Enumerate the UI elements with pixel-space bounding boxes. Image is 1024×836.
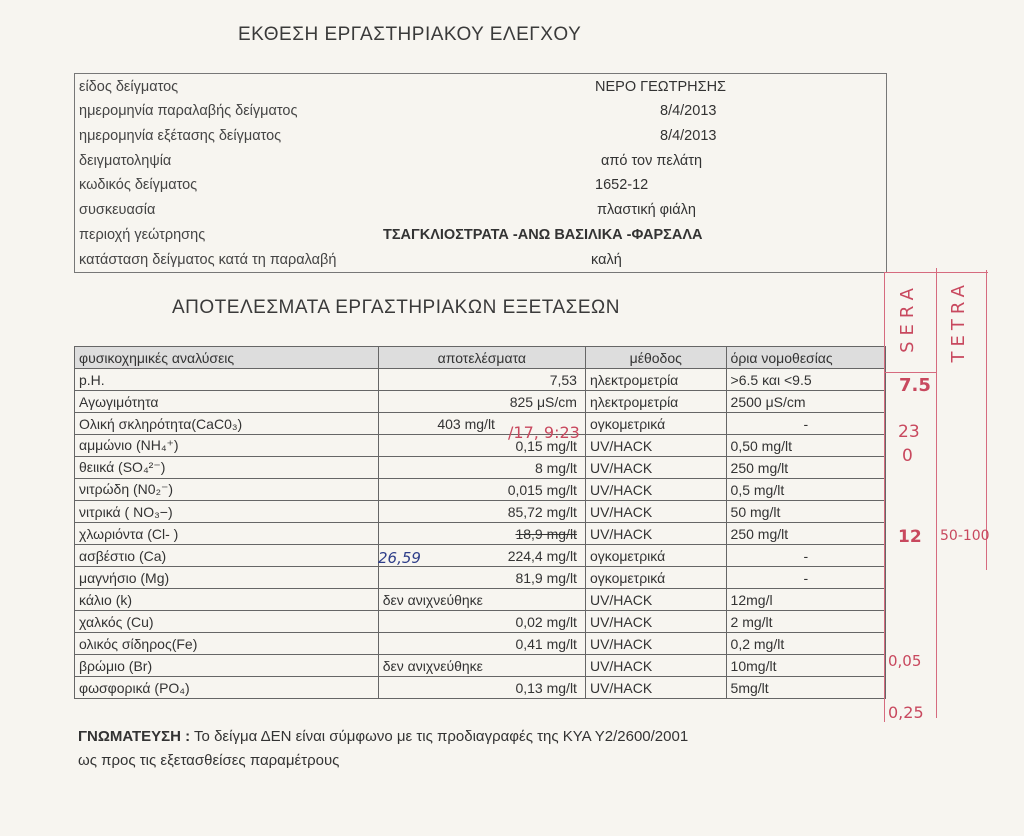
header-result: αποτελέσματα	[378, 347, 585, 369]
param-cell: ασβέστιο (Ca)	[75, 545, 379, 567]
limit-cell: 0,2 mg/lt	[726, 633, 885, 655]
results-table	[74, 346, 886, 699]
param-cell: Αγωγιμότητα	[75, 391, 379, 413]
limit-cell: -	[726, 413, 885, 435]
method-cell: UV/HACK	[585, 501, 726, 523]
param-cell: p.H.	[75, 369, 379, 391]
result-cell: 0,02 mg/lt	[378, 611, 585, 633]
limit-cell: 12mg/l	[726, 589, 885, 611]
header-parameter: φυσικοχημικές αναλύσεις	[75, 347, 379, 369]
table-row	[75, 391, 886, 413]
conclusion-label: ΓΝΩΜΑΤΕΥΣΗ :	[78, 728, 191, 745]
limit-cell: >6.5 και <9.5	[726, 369, 885, 391]
hand-header-sera: SERA	[897, 282, 918, 353]
limit-cell: 50 mg/lt	[726, 501, 885, 523]
result-cell: 81,9 mg/lt	[378, 567, 585, 589]
param-cell: χαλκός (Cu)	[75, 611, 379, 633]
info-label: συσκευασία	[79, 202, 156, 218]
info-value: από τον πελάτη	[601, 153, 703, 169]
param-cell: χλωριόντα (Cl- )	[75, 523, 379, 545]
info-value: 1652-12	[595, 177, 649, 193]
info-label: κωδικός δείγματος	[79, 177, 198, 193]
result-cell: 7,53	[378, 369, 585, 391]
method-cell: UV/HACK	[585, 633, 726, 655]
info-row	[75, 224, 886, 248]
param-cell: φωσφορικά (PO₄)	[75, 677, 379, 699]
info-row	[75, 249, 886, 273]
table-header-row	[75, 347, 886, 369]
limit-cell: 5mg/lt	[726, 677, 885, 699]
table-row	[75, 633, 886, 655]
info-row	[75, 100, 886, 124]
limit-cell: 0,50 mg/lt	[726, 435, 885, 457]
table-row	[75, 567, 886, 589]
table-row	[75, 677, 886, 699]
info-value: ΝΕΡΟ ΓΕΩΤΡΗΣΗΣ	[595, 79, 727, 95]
limit-cell: 0,5 mg/lt	[726, 479, 885, 501]
result-cell: 825 μS/cm	[378, 391, 585, 413]
method-cell: UV/HACK	[585, 435, 726, 457]
limit-cell: -	[726, 545, 885, 567]
hand-line-left	[884, 272, 885, 722]
struck-value: 18,9 mg/lt	[515, 525, 577, 542]
result-cell: 403 mg/lt	[378, 413, 585, 435]
limit-cell: 2500 μS/cm	[726, 391, 885, 413]
hand-phosphate: 0,25	[888, 703, 924, 722]
info-value: ΤΣΑΓΚΛΙΟΣΤΡΑΤΑ -ΑΝΩ ΒΑΣΙΛΙΚΑ -ΦΑΡΣΑΛΑ	[383, 227, 703, 243]
table-row	[75, 611, 886, 633]
method-cell: UV/HACK	[585, 611, 726, 633]
param-cell: θειικά (SO₄²⁻)	[75, 457, 379, 479]
hand-line-mid	[936, 268, 937, 718]
result-cell: 0,015 mg/lt	[378, 479, 585, 501]
result-cell: 224,4 mg/lt	[378, 545, 585, 567]
report-title: ΕΚΘΕΣΗ ΕΡΓΑΣΤΗΡΙΑΚΟΥ ΕΛΕΓΧΟΥ	[238, 24, 582, 45]
conclusion	[78, 728, 688, 745]
method-cell: ογκομετρικά	[585, 567, 726, 589]
method-cell: UV/HACK	[585, 457, 726, 479]
result-cell: 0,41 mg/lt	[378, 633, 585, 655]
results-title: ΑΠΟΤΕΛΕΣΜΑΤΑ ΕΡΓΑΣΤΗΡΙΑΚΩΝ ΕΞΕΤΑΣΕΩΝ	[172, 297, 620, 318]
hand-hardness-note: /17, 9:23	[508, 423, 580, 442]
param-cell: μαγνήσιο (Mg)	[75, 567, 379, 589]
info-label: δειγματοληψία	[79, 153, 172, 169]
info-label: είδος δείγματος	[79, 79, 179, 95]
info-label: κατάσταση δείγματος κατά τη παραλαβή	[79, 252, 337, 268]
limit-cell: 10mg/lt	[726, 655, 885, 677]
result-cell: 85,72 mg/lt	[378, 501, 585, 523]
header-method: μέθοδος	[585, 347, 726, 369]
hand-line-row	[884, 372, 936, 373]
info-value: πλαστική φιάλη	[597, 202, 696, 218]
hand-line-right	[986, 270, 987, 570]
result-cell: 8 mg/lt	[378, 457, 585, 479]
info-label: περιοχή γεώτρησης	[79, 227, 206, 243]
hand-line-top	[884, 272, 988, 273]
result-cell: δεν ανιχνεύθηκε	[378, 589, 585, 611]
limit-cell: -	[726, 567, 885, 589]
param-cell: νιτρικά ( NO₃−)	[75, 501, 379, 523]
result-cell: δεν ανιχνεύθηκε	[378, 655, 585, 677]
table-row	[75, 655, 886, 677]
table-row	[75, 435, 886, 457]
hand-header-tetra: TETRA	[948, 280, 969, 363]
method-cell: ογκομετρικά	[585, 413, 726, 435]
info-row	[75, 174, 886, 198]
hand-ammonium: 0	[902, 446, 913, 466]
table-row	[75, 523, 886, 545]
table-row	[75, 589, 886, 611]
hand-hardness: 23	[898, 422, 920, 442]
limit-cell: 250 mg/lt	[726, 457, 885, 479]
method-cell: ογκομετρικά	[585, 545, 726, 567]
hand-chloride-note: 26,59	[378, 549, 421, 567]
info-row	[75, 199, 886, 223]
method-cell: ηλεκτρομετρία	[585, 391, 726, 413]
table-row	[75, 545, 886, 567]
result-cell	[378, 523, 585, 545]
conclusion-line2: ως προς τις εξετασθείσες παραμέτρους	[78, 752, 340, 769]
method-cell: UV/HACK	[585, 589, 726, 611]
info-value: 8/4/2013	[660, 103, 717, 119]
method-cell: ηλεκτρομετρία	[585, 369, 726, 391]
method-cell: UV/HACK	[585, 523, 726, 545]
hand-nitrate-tetra: 50-100	[940, 528, 990, 544]
method-cell: UV/HACK	[585, 479, 726, 501]
info-row	[75, 76, 886, 100]
info-label: ημερομηνία παραλαβής δείγματος	[79, 103, 298, 119]
limit-cell: 2 mg/lt	[726, 611, 885, 633]
method-cell: UV/HACK	[585, 677, 726, 699]
info-value: 8/4/2013	[660, 128, 717, 144]
hand-iron: 0,05	[888, 652, 922, 670]
param-cell: αμμώνιο (NH₄⁺)	[75, 435, 379, 457]
info-row	[75, 150, 886, 174]
hand-ph: 7.5	[899, 375, 931, 396]
table-row	[75, 369, 886, 391]
limit-cell: 250 mg/lt	[726, 523, 885, 545]
info-value: καλή	[591, 252, 622, 268]
table-row	[75, 457, 886, 479]
header-limit: όρια νομοθεσίας	[726, 347, 885, 369]
hand-nitrate: 12	[898, 527, 922, 547]
table-row	[75, 501, 886, 523]
param-cell: νιτρώδη (N0₂⁻)	[75, 479, 379, 501]
table-row	[75, 479, 886, 501]
param-cell: ολικός σίδηρος(Fe)	[75, 633, 379, 655]
table-row	[75, 413, 886, 435]
sample-info-box	[74, 73, 887, 273]
info-row	[75, 125, 886, 149]
info-label: ημερομηνία εξέτασης δείγματος	[79, 128, 282, 144]
param-cell: βρώμιο (Br)	[75, 655, 379, 677]
conclusion-text: Το δείγμα ΔΕΝ είναι σύμφωνο με τις προδιαγραφές της ΚΥΑ Υ2/2600/2001	[194, 728, 689, 745]
param-cell: Ολική σκληρότητα(CaC0₃)	[75, 413, 379, 435]
method-cell: UV/HACK	[585, 655, 726, 677]
result-cell: 0,13 mg/lt	[378, 677, 585, 699]
param-cell: κάλιο (k)	[75, 589, 379, 611]
result-cell: 0,15 mg/lt	[378, 435, 585, 457]
